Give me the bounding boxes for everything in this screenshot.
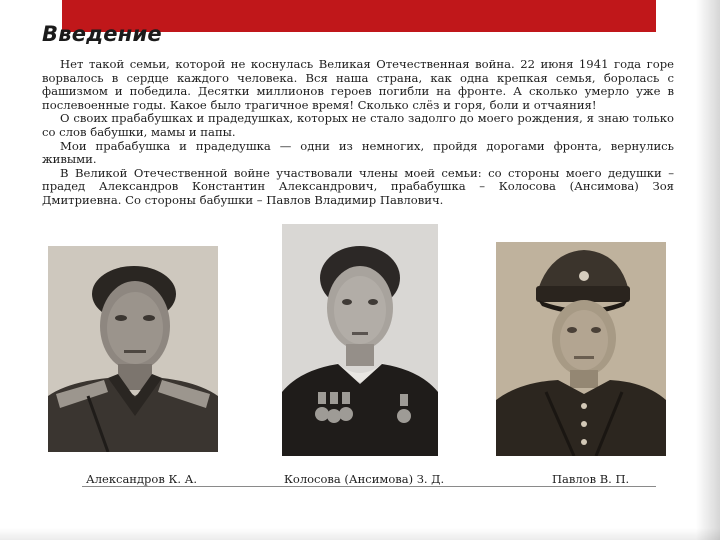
caption-underline xyxy=(82,486,656,487)
slide-bottom-shadow xyxy=(0,528,720,540)
paragraph-2: О своих прабабушках и прадедушках, которых не стало задолго до моего рождения, я знаю только со слов бабушки, мамы и папы. xyxy=(42,111,674,139)
caption-pavlov: Павлов В. П. xyxy=(552,472,630,486)
photo-alexandrov xyxy=(48,246,218,452)
caption-alexandrov: Александров К. А. xyxy=(86,472,198,486)
paragraph-1: Нет такой семьи, которой не коснулась Великая Отечественная война. 22 июня 1941 года горе ворвалось в сердце каждого человека. Вся наша страна, как одна крепкая семья, боролась с фашизмом и победила. Десятки миллионов героев погибли на фронте. А сколько умерло уже в послевоенные годы. Какое было трагичное время! Сколько слёз и горя, боли и отчаяния! xyxy=(42,57,674,112)
slide-title: Введение xyxy=(42,22,162,46)
caption-kolosova: Колосова (Ансимова) З. Д. xyxy=(284,472,445,486)
slide-right-shadow xyxy=(696,0,720,540)
photo-pavlov xyxy=(496,242,666,456)
photo-kolosova xyxy=(282,224,438,456)
paragraph-3: Мои прабабушка и прадедушка — одни из немногих, пройдя дорогами фронта, вернулись живыми. xyxy=(42,138,674,167)
intro-text xyxy=(42,58,674,208)
paragraph-4: В Великой Отечественной войне участвовали члены моей семьи: со стороны моего дедушки – прадед Александров Константин Александрович, прабабушка – Колосова (Ансимова) Зоя Дмитриевна. Со стороны бабушки – Павлов Владимир Павлович. xyxy=(42,165,674,207)
